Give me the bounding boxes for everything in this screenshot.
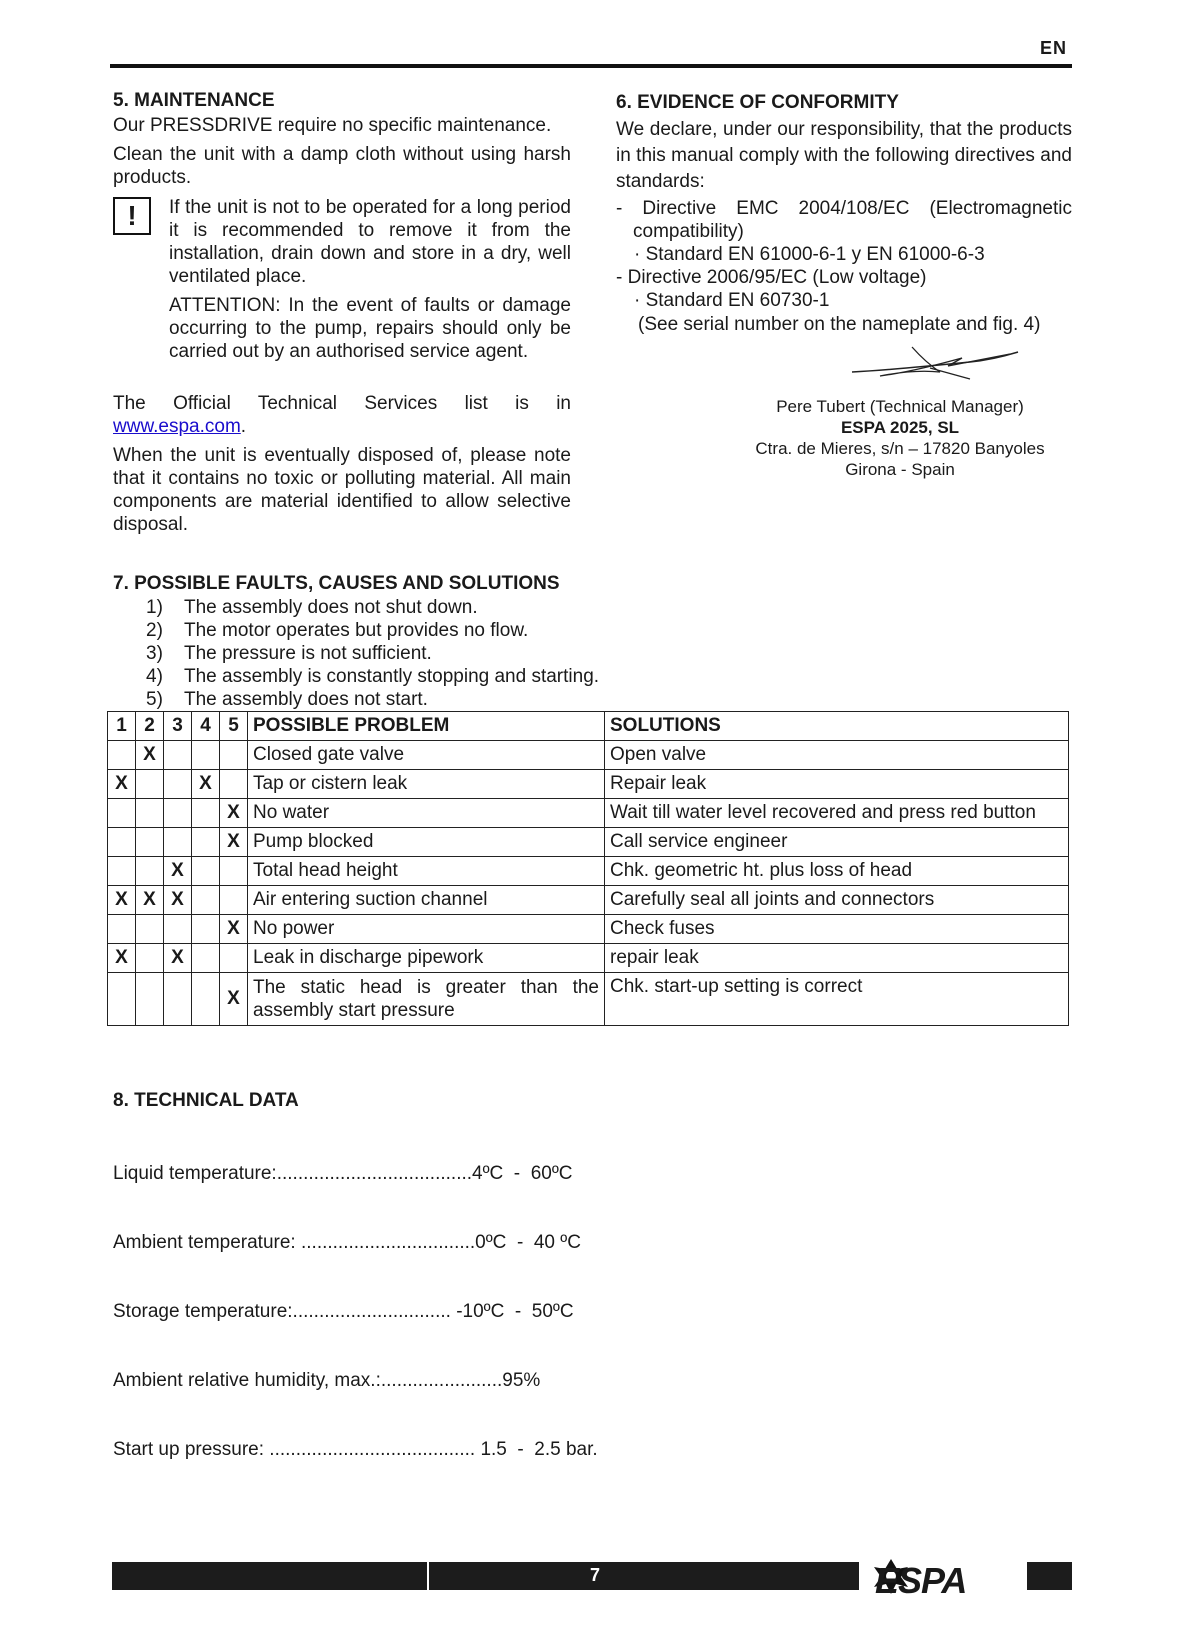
maintenance-warning-2: ATTENTION: In the event of faults or damage occurring to the pump, repairs should only be carried out by an authorised service agent. (169, 295, 571, 362)
technical-line: Start up pressure: ....................................... 1.5 - 2.5 bar. (113, 1439, 598, 1460)
mark-cell: X (164, 944, 192, 973)
solution-cell: Call service engineer (605, 828, 1069, 857)
col-header: 2 (136, 712, 164, 741)
solution-cell: Chk. geometric ht. plus loss of head (605, 857, 1069, 886)
mark-cell (164, 973, 192, 1026)
maintenance-warning-1: If the unit is not to be operated for a long period it is recommended to remove it from the installation, drain down and store in a dry, well ventilated place. (169, 197, 571, 287)
directive-emc: - Directive EMC 2004/108/EC (Electromagnetic compatibility) (616, 198, 1072, 242)
table-row (108, 799, 1069, 828)
signer-name: Pere Tubert (Technical Manager) (776, 397, 1024, 416)
problem-cell: Closed gate valve (248, 741, 605, 770)
mark-cell (192, 915, 220, 944)
mark-cell (192, 799, 220, 828)
conformity-title: 6. EVIDENCE OF CONFORMITY (616, 92, 899, 113)
col-header-solutions: SOLUTIONS (605, 712, 1069, 741)
problem-cell: Leak in discharge pipework (248, 944, 605, 973)
table-row (108, 915, 1069, 944)
solution-cell: Check fuses (605, 915, 1069, 944)
fault-item: 5) The assembly does not start. (146, 689, 428, 710)
mark-cell (136, 915, 164, 944)
mark-cell (220, 886, 248, 915)
period: . (240, 416, 247, 437)
mark-cell (136, 857, 164, 886)
mark-cell: X (220, 973, 248, 1026)
problem-cell: Air entering suction channel (248, 886, 605, 915)
mark-cell (108, 741, 136, 770)
signature-image (850, 342, 1020, 382)
solution-cell: Wait till water level recovered and press red button (605, 799, 1069, 828)
solution-cell: repair leak (605, 944, 1069, 973)
table-row (108, 973, 1069, 1026)
technical-line: Storage temperature:.............................. -10ºC - 50ºC (113, 1301, 574, 1322)
language-code: EN (1040, 38, 1068, 58)
problem-cell: Pump blocked (248, 828, 605, 857)
maintenance-p2: Clean the unit with a damp cloth without using harsh products. (113, 144, 571, 188)
technical-title: 8. TECHNICAL DATA (113, 1090, 299, 1111)
mark-cell (220, 741, 248, 770)
table-row (108, 886, 1069, 915)
faults-list (146, 596, 599, 711)
technical-data (113, 1116, 598, 1484)
conformity-note: (See serial number on the nameplate and fig. 4) (638, 314, 1041, 335)
standard-emc: · Standard EN 61000-6-1 y EN 61000-6-3 (634, 244, 985, 265)
mark-cell (136, 973, 164, 1026)
mark-cell (164, 799, 192, 828)
mark-cell (192, 857, 220, 886)
mark-cell: X (136, 886, 164, 915)
standard-low-voltage: · Standard EN 60730-1 (634, 290, 830, 311)
warning-icon: ! (113, 197, 151, 235)
mark-cell (108, 857, 136, 886)
footer-bar-center (429, 1562, 859, 1590)
mark-cell: X (220, 828, 248, 857)
maintenance-title: 5. MAINTENANCE (113, 90, 275, 111)
solution-cell: Repair leak (605, 770, 1069, 799)
mark-cell: X (108, 886, 136, 915)
mark-cell (164, 770, 192, 799)
mark-cell (108, 973, 136, 1026)
maintenance-p3-link-line (113, 415, 246, 438)
faults-table (107, 711, 1069, 1026)
col-header: 4 (192, 712, 220, 741)
table-row (108, 944, 1069, 973)
fault-item: 3) The pressure is not sufficient. (146, 643, 432, 664)
espa-website-link[interactable]: www.espa.com (113, 416, 241, 437)
maintenance-p1: Our PRESSDRIVE require no specific maintenance. (113, 115, 552, 136)
table-row (108, 770, 1069, 799)
mark-cell (164, 828, 192, 857)
directive-low-voltage: - Directive 2006/95/EC (Low voltage) (616, 267, 927, 288)
maintenance-p4: When the unit is eventually disposed of, please note that it contains no toxic or polluting material. All main components are material identified to allow selective disposal. (113, 445, 571, 535)
problem-cell: Tap or cistern leak (248, 770, 605, 799)
mark-cell: X (220, 915, 248, 944)
technical-line: Ambient temperature: .................................0ºC - 40 ºC (113, 1232, 581, 1253)
solution-cell: Chk. start-up setting is correct (605, 973, 1069, 1026)
problem-cell: No water (248, 799, 605, 828)
mark-cell: X (220, 799, 248, 828)
footer-bar-left (112, 1562, 427, 1590)
mark-cell: X (136, 741, 164, 770)
mark-cell (220, 857, 248, 886)
mark-cell (192, 828, 220, 857)
col-header: 3 (164, 712, 192, 741)
mark-cell: X (108, 944, 136, 973)
faults-title: 7. POSSIBLE FAULTS, CAUSES AND SOLUTIONS (113, 573, 560, 594)
table-header-row (108, 712, 1069, 741)
col-header-problem: POSSIBLE PROBLEM (248, 712, 605, 741)
page-number: 7 (590, 1565, 601, 1585)
col-header: 5 (220, 712, 248, 741)
maintenance-p3-text: The Official Technical Services list is in (113, 393, 571, 414)
mark-cell: X (164, 857, 192, 886)
mark-cell (136, 799, 164, 828)
mark-cell (164, 915, 192, 944)
mark-cell: X (164, 886, 192, 915)
mark-cell (192, 973, 220, 1026)
mark-cell (192, 741, 220, 770)
mark-cell (220, 770, 248, 799)
mark-cell (192, 944, 220, 973)
company-name: ESPA 2025, SL (840, 418, 960, 437)
mark-cell (136, 944, 164, 973)
mark-cell (136, 770, 164, 799)
table-row (108, 857, 1069, 886)
technical-line: Ambient relative humidity, max.:.......................95% (113, 1370, 541, 1391)
mark-cell: X (192, 770, 220, 799)
problem-cell: Total head height (248, 857, 605, 886)
mark-cell (164, 741, 192, 770)
table-row (108, 741, 1069, 770)
mark-cell (136, 828, 164, 857)
mark-cell (220, 944, 248, 973)
table-row (108, 828, 1069, 857)
conformity-intro: We declare, under our responsibility, that the products in this manual comply with the following directives and standards: (616, 119, 1072, 192)
mark-cell (108, 799, 136, 828)
company-address: Ctra. de Mieres, s/n – 17820 Banyoles (755, 439, 1045, 458)
fault-item: 4) The assembly is constantly stopping and starting. (146, 666, 600, 687)
fault-item: 2) The motor operates but provides no flow. (146, 620, 529, 641)
mark-cell (192, 886, 220, 915)
problem-cell: The static head is greater than the assembly start pressure (248, 973, 605, 1026)
header-rule (110, 64, 1072, 68)
col-header: 1 (108, 712, 136, 741)
solution-cell: Open valve (605, 741, 1069, 770)
company-city: Girona - Spain (845, 460, 955, 479)
mark-cell (108, 915, 136, 944)
mark-cell (108, 828, 136, 857)
solution-cell: Carefully seal all joints and connectors (605, 886, 1069, 915)
footer-bar-right (1027, 1562, 1072, 1590)
mark-cell: X (108, 770, 136, 799)
espa-logo-text: ESPA (875, 1560, 967, 1601)
problem-cell: No power (248, 915, 605, 944)
technical-line: Liquid temperature:.....................................4ºC - 60ºC (113, 1163, 573, 1184)
fault-item: 1) The assembly does not shut down. (146, 597, 478, 618)
